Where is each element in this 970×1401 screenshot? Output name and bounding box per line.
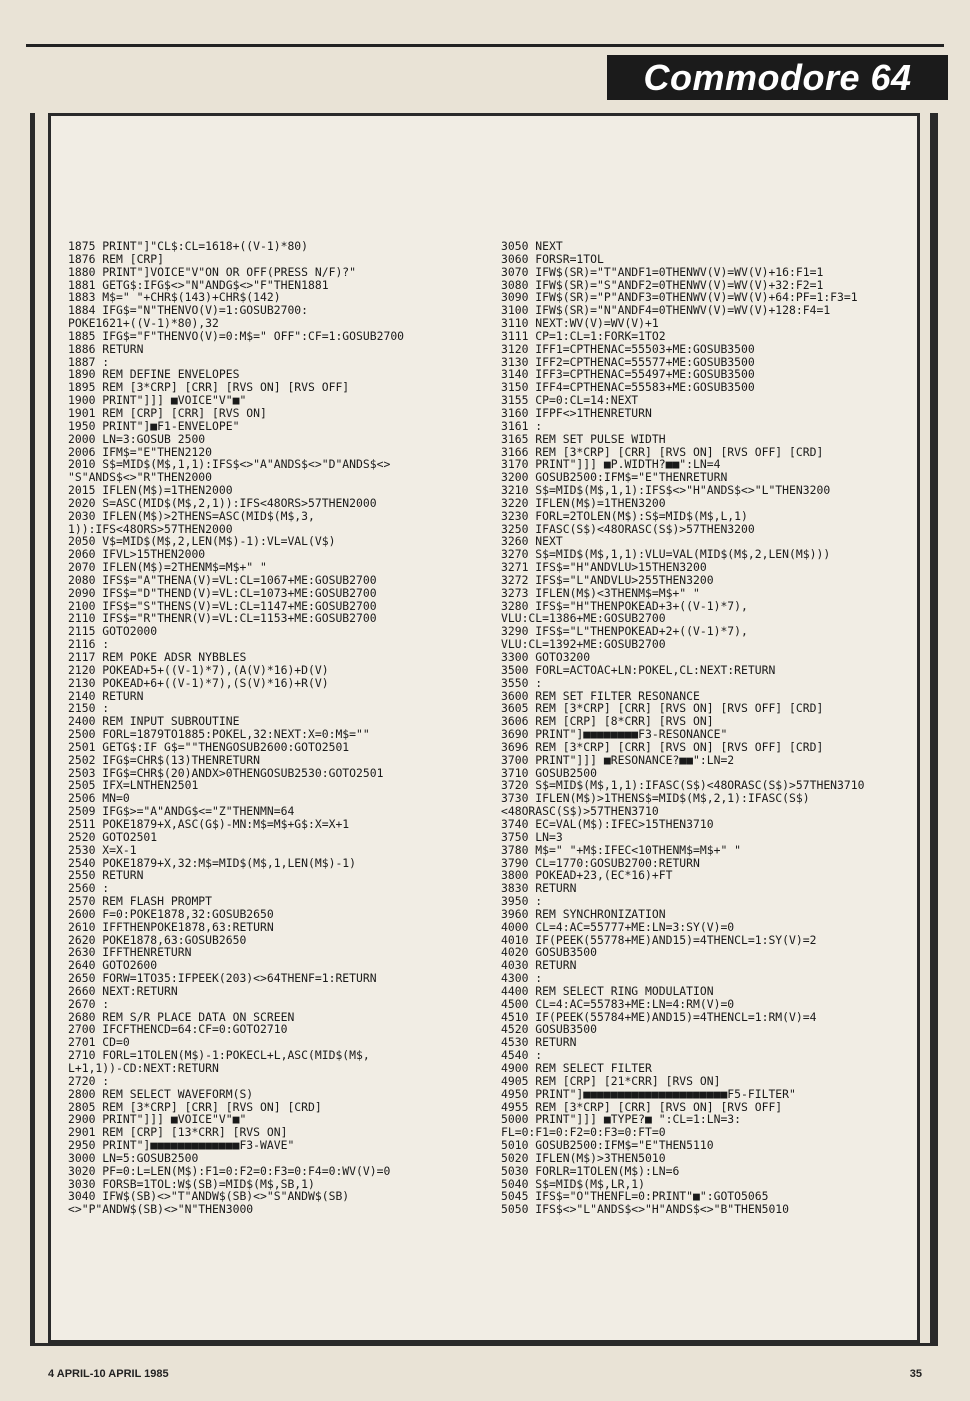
code-line: 1875 PRINT"]"CL$:CL=1618+((V-1)*80) [68,239,309,253]
listing-right-column [501,240,864,1216]
code-line: 3800 POKEAD+23,(EC*16)+FT [501,868,673,883]
code-line: <48ORASC(S$)>57THEN3710 [501,804,659,819]
code-line: 2400 REM INPUT SUBROUTINE [68,714,240,729]
frame-right-border [930,113,938,1343]
code-line: 2660 NEXT:RETURN [68,983,178,998]
code-line: 3040 IFW$(SB)<>"T"ANDW$(SB)<>"S"ANDW$(SB) [68,1189,350,1204]
code-line: 2500 FORL=1879TO1885:POKEL,32:NEXT:X=0:M$="" [68,727,370,742]
code-line: 4510 IF(PEEK(55784+ME)AND15)=4THENCL=1:RM(V)=4 [501,1009,817,1024]
code-line: 2506 MN=0 [68,791,130,806]
code-line: 3050 NEXT [501,239,563,253]
code-line: 2090 IFS$="D"THEND(V)=VL:CL=1073+ME:GOSUB2700 [68,585,377,600]
code-line: 2800 REM SELECT WAVEFORM(S) [68,1086,254,1101]
top-rule [26,44,944,47]
code-line: 3166 REM [3*CRP] [CRR] [RVS ON] [RVS OFF] [CRD] [501,444,824,459]
code-line: 5050 IFS$<>"L"ANDS$<>"H"ANDS$<>"B"THEN5010 [501,1202,790,1217]
code-line: 2140 RETURN [68,688,144,703]
code-line: 2901 REM [CRP] [13*CRR] [RVS ON] [68,1125,288,1140]
code-line: 2700 IFCFTHENCD=64:CF=0:GOTO2710 [68,1022,288,1037]
code-line: 2701 CD=0 [68,1035,130,1050]
code-line: 3830 RETURN [501,881,577,896]
code-line: 2030 IFLEN(M$)>2THENS=ASC(MID$(M$,3, [68,508,315,523]
code-line: VLU:CL=1386+ME:GOSUB2700 [501,611,666,626]
code-line: 4955 REM [3*CRP] [CRR] [RVS ON] [RVS OFF] [501,1099,783,1114]
code-line: 3210 S$=MID$(M$,1,1):IFS$<>"H"ANDS$<>"L"THEN3200 [501,483,831,498]
code-line: 2501 GETG$:IF G$=""THENGOSUB2600:GOTO2501 [68,739,350,754]
code-line: 2630 IFFTHENRETURN [68,945,192,960]
code-line: 3140 IFF3=CPTHENAC=55497+ME:GOSUB3500 [501,367,755,382]
code-line: 2640 GOTO2600 [68,958,158,973]
code-line: 2115 GOTO2000 [68,624,158,639]
code-line: 3155 CP=0:CL=14:NEXT [501,393,639,408]
code-line: 1895 REM [3*CRP] [CRR] [RVS ON] [RVS OFF] [68,380,350,395]
code-line: 5010 GOSUB2500:IFM$="E"THEN5110 [501,1138,714,1153]
code-line: 3290 IFS$="L"THENPOKEAD+2+((V-1)*7), [501,624,748,639]
code-line: 3150 IFF4=CPTHENAC=55583+ME:GOSUB3500 [501,380,755,395]
code-line: 3120 IFF1=CPTHENAC=55503+ME:GOSUB3500 [501,341,755,356]
code-line: 3111 CP=1:CL=1:FORK=1TO2 [501,328,666,343]
code-line: 3280 IFS$="H"THENPOKEAD+3+((V-1)*7), [501,598,748,613]
code-line: 5045 IFS$="O"THENFL=0:PRINT"■":GOTO5065 [501,1189,769,1204]
code-line: 2530 X=X-1 [68,842,137,857]
code-line: 3720 S$=MID$(M$,1,1):IFASC(S$)<48ORASC(S$)>57THEN3710 [501,778,865,793]
code-line: 2070 IFLEN(M$)=2THENM$=M$+" " [68,560,267,575]
code-line: <>"P"ANDW$(SB)<>"N"THEN3000 [68,1202,254,1217]
code-line: 2150 : [68,701,110,716]
code-line: 2560 : [68,881,110,896]
code-line: 2503 IFG$=CHR$(20)ANDX>0THENGOSUB2530:GOTO2501 [68,765,384,780]
code-line: 1887 : [68,354,110,369]
code-line: 3020 PF=0:L=LEN(M$):F1=0:F2=0:F3=0:F4=0:WV(V)=0 [68,1163,391,1178]
code-line: 1)):IFS<48ORS>57THEN2000 [68,521,233,536]
code-line: 2060 IFVL>15THEN2000 [68,547,206,562]
code-line: 2010 S$=MID$(M$,1,1):IFS$<>"A"ANDS$<>"D"ANDS$<> [68,457,391,472]
code-line: 3030 FORSB=1TOL:W$(SB)=MID$(M$,SB,1) [68,1176,315,1191]
code-line: 2720 : [68,1073,110,1088]
code-line: 2502 IFG$=CHR$(13)THENRETURN [68,752,261,767]
code-line: FL=0:F1=0:F2=0:F3=0:FT=0 [501,1125,666,1140]
code-line: 5020 IFLEN(M$)>3THEN5010 [501,1150,666,1165]
code-line: 2650 FORW=1TO35:IFPEEK(203)<>64THENF=1:RETURN [68,971,377,986]
code-line: 3300 GOTO3200 [501,650,591,664]
code-line: 3272 IFS$="L"ANDVLU>255THEN3200 [501,572,714,587]
code-line: 2805 REM [3*CRP] [CRR] [RVS ON] [CRD] [68,1099,322,1114]
code-line: 2020 S=ASC(MID$(M$,2,1)):IFS<48ORS>57THEN2000 [68,495,377,510]
code-line: POKE1621+((V-1)*80),32 [68,316,219,331]
code-line: 3160 IFPF<>1THENRETURN [501,405,652,420]
code-line: 3600 REM SET FILTER RESONANCE [501,688,700,703]
code-line: 1950 PRINT"]■F1-ENVELOPE" [68,418,240,433]
code-line: 2120 POKEAD+5+((V-1)*7),(A(V)*16)+D(V) [68,662,329,677]
code-line: 3606 REM [CRP] [8*CRR] [RVS ON] [501,714,714,729]
code-line: 4900 REM SELECT FILTER [501,1061,652,1075]
code-line: 2080 IFS$="A"THENA(V)=VL:CL=1067+ME:GOSUB2700 [68,572,377,587]
code-line: 3690 PRINT"]■■■■■■■■F3-RESONANCE" [501,727,728,742]
code-line: 3605 REM [3*CRP] [CRR] [RVS ON] [RVS OFF] [CRD] [501,701,824,716]
code-line: 2900 PRINT"]]] ■VOICE"V"■" [68,1112,247,1127]
code-line: 2610 IFFTHENPOKE1878,63:RETURN [68,919,274,934]
code-line: 4300 : [501,971,543,986]
code-line: 1881 GETG$:IFG$<>"N"ANDG$<>"F"THEN1881 [68,277,329,292]
code-line: 3060 FORSR=1TOL [501,251,604,266]
code-line: 3696 REM [3*CRP] [CRR] [RVS ON] [RVS OFF] [CRD] [501,739,824,754]
code-line: 2505 IFX=LNTHEN2501 [68,778,199,793]
frame-left-border [30,113,35,1343]
code-line: 3273 IFLEN(M$)<3THENM$=M$+" " [501,585,700,600]
code-line: 1883 M$=" "+CHR$(143)+CHR$(142) [68,290,281,305]
code-line: 2050 V$=MID$(M$,2,LEN(M$)-1):VL=VAL(V$) [68,534,336,549]
code-line: 3170 PRINT"]]] ■P.WIDTH?■■":LN=4 [501,457,721,472]
code-line: 1886 RETURN [68,341,144,356]
code-line: VLU:CL=1392+ME:GOSUB2700 [501,637,666,652]
code-line: 3780 M$=" "+M$:IFEC<10THENM$=M$+" " [501,842,742,857]
code-line: 2950 PRINT"]■■■■■■■■■■■■■F3-WAVE" [68,1138,295,1153]
code-line: 3960 REM SYNCHRONIZATION [501,906,666,921]
code-line: 2600 F=0:POKE1878,32:GOSUB2650 [68,906,274,921]
code-line: 2100 IFS$="S"THENS(V)=VL:CL=1147+ME:GOSUB2700 [68,598,377,613]
code-line: 3550 : [501,675,543,690]
code-line: 3710 GOSUB2500 [501,765,598,780]
code-line: L+1,1))-CD:NEXT:RETURN [68,1061,219,1075]
code-line: 5030 FORLR=1TOLEN(M$):LN=6 [501,1163,680,1178]
code-line: 3080 IFW$(SR)="S"ANDF2=0THENWV(V)=WV(V)+32:F2=1 [501,277,824,292]
code-line: 3500 FORL=ACTOAC+LN:POKEL,CL:NEXT:RETURN [501,662,776,677]
code-line: 2509 IFG$>="A"ANDG$<="Z"THENMN=64 [68,804,295,819]
code-line: 2006 IFM$="E"THEN2120 [68,444,213,459]
code-line: 4030 RETURN [501,958,577,973]
code-line: 1876 REM [CRP] [68,251,165,266]
code-line: 1900 PRINT"]]] ■VOICE"V"■" [68,393,247,408]
code-line: 2680 REM S/R PLACE DATA ON SCREEN [68,1009,295,1024]
code-line: 2130 POKEAD+6+((V-1)*7),(S(V)*16)+R(V) [68,675,329,690]
code-line: 4540 : [501,1048,543,1063]
code-line: 1884 IFG$="N"THENVO(V)=1:GOSUB2700: [68,303,309,318]
code-line: 3200 GOSUB2500:IFM$="E"THENRETURN [501,470,728,485]
code-line: 2015 IFLEN(M$)=1THEN2000 [68,483,233,498]
code-line: 3230 FORL=2TOLEN(M$):S$=MID$(M$,L,1) [501,508,748,523]
code-line: 3000 LN=5:GOSUB2500 [68,1150,199,1165]
code-line: 3790 CL=1770:GOSUB2700:RETURN [501,855,700,870]
code-line: 2550 RETURN [68,868,144,883]
code-line: 3750 LN=3 [501,829,563,844]
code-line: 5040 S$=MID$(M$,LR,1) [501,1176,646,1191]
code-line: 2540 POKE1879+X,32:M$=MID$(M$,1,LEN(M$)-1) [68,855,357,870]
code-line: 5000 PRINT"]]] ■TYPE?■ ":CL=1:LN=3: [501,1112,742,1127]
code-line: 2670 : [68,996,110,1011]
issue-date: 4 APRIL-10 APRIL 1985 [48,1368,169,1380]
code-line: 4000 CL=4:AC=55777+ME:LN=3:SY(V)=0 [501,919,735,934]
code-line: 3220 IFLEN(M$)=1THEN3200 [501,495,666,510]
code-line: 3110 NEXT:WV(V)=WV(V)+1 [501,316,659,331]
page-number: 35 [909,1368,922,1380]
code-line: 3950 : [501,894,543,909]
code-line: 3090 IFW$(SR)="P"ANDF3=0THENWV(V)=WV(V)+64:PF=1:F3=1 [501,290,858,305]
section-banner: Commodore 64 [607,55,948,100]
code-line: 1890 REM DEFINE ENVELOPES [68,367,240,382]
code-line: 3700 PRINT"]]] ■RESONANCE?■■":LN=2 [501,752,735,767]
code-line: 3740 EC=VAL(M$):IFEC>15THEN3710 [501,816,714,831]
code-line: 3250 IFASC(S$)<48ORASC(S$)>57THEN3200 [501,521,755,536]
code-line: 3260 NEXT [501,534,563,549]
code-line: 4010 IF(PEEK(55778+ME)AND15)=4THENCL=1:SY(V)=2 [501,932,817,947]
code-line: 2710 FORL=1TOLEN(M$)-1:POKECL+L,ASC(MID$(M$, [68,1048,370,1063]
code-line: 2520 GOTO2501 [68,829,158,844]
code-line: 3100 IFW$(SR)="N"ANDF4=0THENWV(V)=WV(V)+128:F4=1 [501,303,831,318]
code-line: 2117 REM POKE ADSR NYBBLES [68,650,247,664]
code-line: 2570 REM FLASH PROMPT [68,894,213,909]
code-line: 1901 REM [CRP] [CRR] [RVS ON] [68,405,267,420]
code-line: 3161 : [501,418,543,433]
code-line: 1885 IFG$="F"THENVO(V)=0:M$=" OFF":CF=1:GOSUB2700 [68,328,405,343]
code-line: 4950 PRINT"]■■■■■■■■■■■■■■■■■■■■■F5-FILTER" [501,1086,796,1101]
code-line: "S"ANDS$<>"R"THEN2000 [68,470,213,485]
code-line: 3130 IFF2=CPTHENAC=55577+ME:GOSUB3500 [501,354,755,369]
listing-left-column [68,240,404,1216]
code-line: 3270 S$=MID$(M$,1,1):VLU=VAL(MID$(M$,2,LEN(M$))) [501,547,831,562]
frame-bottom-border [30,1343,938,1346]
code-line: 3070 IFW$(SR)="T"ANDF1=0THENWV(V)=WV(V)+16:F1=1 [501,264,824,279]
code-line: 3730 IFLEN(M$)>1THENS$=MID$(M$,2,1):IFASC(S$) [501,791,810,806]
code-line: 1880 PRINT"]VOICE"V"ON OR OFF(PRESS N/F)?" [68,264,357,279]
code-line: 2000 LN=3:GOSUB 2500 [68,431,206,446]
code-line: 4500 CL=4:AC=55783+ME:LN=4:RM(V)=0 [501,996,735,1011]
code-line: 4400 REM SELECT RING MODULATION [501,983,714,998]
code-line: 2511 POKE1879+X,ASC(G$)-MN:M$=M$+G$:X=X+1 [68,816,350,831]
code-line: 2620 POKE1878,63:GOSUB2650 [68,932,247,947]
code-line: 3165 REM SET PULSE WIDTH [501,431,666,446]
code-line: 4905 REM [CRP] [21*CRR] [RVS ON] [501,1073,721,1088]
code-line: 2110 IFS$="R"THENR(V)=VL:CL=1153+ME:GOSUB2700 [68,611,377,626]
code-line: 2116 : [68,637,110,652]
code-line: 4520 GOSUB3500 [501,1022,598,1037]
code-line: 4530 RETURN [501,1035,577,1050]
code-line: 3271 IFS$="H"ANDVLU>15THEN3200 [501,560,707,575]
code-line: 4020 GOSUB3500 [501,945,598,960]
